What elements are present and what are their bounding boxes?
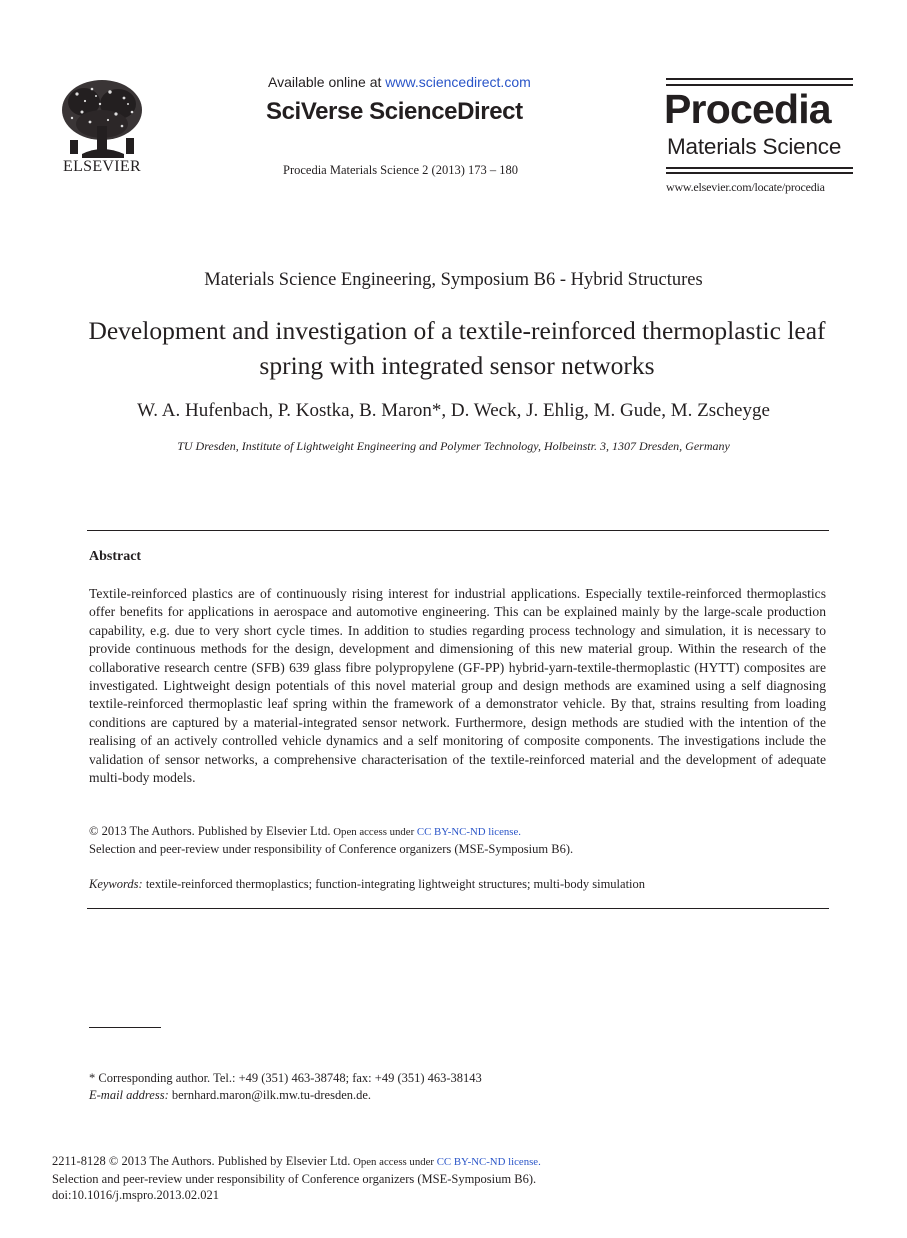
journal-reference: Procedia Materials Science 2 (2013) 173 – 180 xyxy=(283,163,519,177)
open-access-text: Open access under xyxy=(330,826,417,838)
issn-text: 2211-8128 © 2013 The Authors. Published by Elsevier Ltd. xyxy=(52,1154,351,1168)
journal-url[interactable]: www.elsevier.com/locate/procedia xyxy=(666,180,825,194)
email-label: E-mail address: xyxy=(89,1087,169,1102)
abstract-heading: Abstract xyxy=(89,549,142,564)
page-footer xyxy=(52,1153,541,1204)
license-link[interactable]: CC BY-NC-ND license. xyxy=(416,826,521,838)
keywords-text: textile-reinforced thermoplastics; function-integrating lightweight structures; multi-body simulation xyxy=(142,877,646,891)
copyright-block xyxy=(89,823,573,858)
footnote-rule xyxy=(89,1027,161,1028)
symposium-line: Materials Science Engineering, Symposium B6 - Hybrid Structures xyxy=(204,270,703,290)
footer-license-link[interactable]: CC BY-NC-ND license. xyxy=(436,1156,541,1168)
affiliation: TU Dresden, Institute of Lightweight Engineering and Polymer Technology, Holbeinstr. 3, 1307 Dresden, Germany xyxy=(177,439,730,453)
copyright-text: © 2013 The Authors. Published by Elsevier Ltd. xyxy=(89,824,331,838)
journal-logo-subtitle: Materials Science xyxy=(667,134,842,159)
abstract-bottom-rule xyxy=(87,908,829,909)
keywords-line xyxy=(89,877,645,892)
available-prefix: Available online at xyxy=(268,74,386,90)
journal-logo-rule xyxy=(666,172,853,174)
issn-line xyxy=(52,1153,541,1171)
footer-open-access-text: Open access under xyxy=(350,1156,437,1168)
paper-title: Development and investigation of a textile-reinforced thermoplastic leaf spring with integrated sensor networks xyxy=(88,316,826,380)
footnote xyxy=(89,1070,482,1103)
journal-logo-title: Procedia xyxy=(664,86,831,132)
journal-logo-rule xyxy=(666,167,853,169)
keywords-label: Keywords: xyxy=(89,877,143,891)
available-online-line xyxy=(268,74,531,90)
copyright-line xyxy=(89,823,573,841)
journal-logo-rule xyxy=(666,78,853,80)
email-line xyxy=(89,1087,482,1104)
peer-review-line: Selection and peer-review under responsibility of Conference organizers (MSE-Symposium B6). xyxy=(89,842,574,856)
abstract-top-rule xyxy=(87,530,829,531)
abstract-body: Textile-reinforced plastics are of continuously rising interest for industrial applications. Especially textile-reinforced thermoplastics offer benefits for applications in aerospace and automotive engineering. This can be explained mainly by the large-scale production capability, e.g. due to very short cycle times. In addition to studies regarding process technology and simulation, it is necessary to provide continuous methods for the design, development and dimensioning of this new material group. Within the research of the collaborative research centre (SFB) 639 glass fibre polypropylene (GF-PP) hybrid-yarn-textile-thermoplastic (HYTT) composites are investigated. Lightweight design potentials of this novel material group and design methods are examined using a self diagnosing textile-reinforced thermoplastic leaf spring within the framework of a demonstrator vehicle. By that, strains resulting from loading conditions are captured by a material-integrated sensor network. Furthermore, design methods are studied with the intention of the realising of an actively controlled vehicle dynamics and a self monitoring of composite components. The investigations include the validation of sensor networks, a comprehensive characterisation of the textile-reinforced material and the development of adequate multi-body models. xyxy=(89,586,826,786)
publisher-wordmark: ELSEVIER xyxy=(63,158,141,175)
email-address[interactable]: bernhard.maron@ilk.mw.tu-dresden.de. xyxy=(168,1087,372,1102)
author-list: W. A. Hufenbach, P. Kostka, B. Maron*, D. Weck, J. Ehlig, M. Gude, M. Zscheyge xyxy=(137,400,770,421)
corresponding-author: * Corresponding author. Tel.: +49 (351) 463-38748; fax: +49 (351) 463-38143 xyxy=(89,1071,482,1085)
footer-peer-review: Selection and peer-review under responsibility of Conference organizers (MSE-Symposium B6). xyxy=(52,1171,537,1186)
sciencedirect-link[interactable]: www.sciencedirect.com xyxy=(385,74,531,90)
platform-logo-text: SciVerse ScienceDirect xyxy=(266,98,523,125)
doi[interactable]: doi:10.1016/j.mspro.2013.02.021 xyxy=(52,1188,220,1202)
